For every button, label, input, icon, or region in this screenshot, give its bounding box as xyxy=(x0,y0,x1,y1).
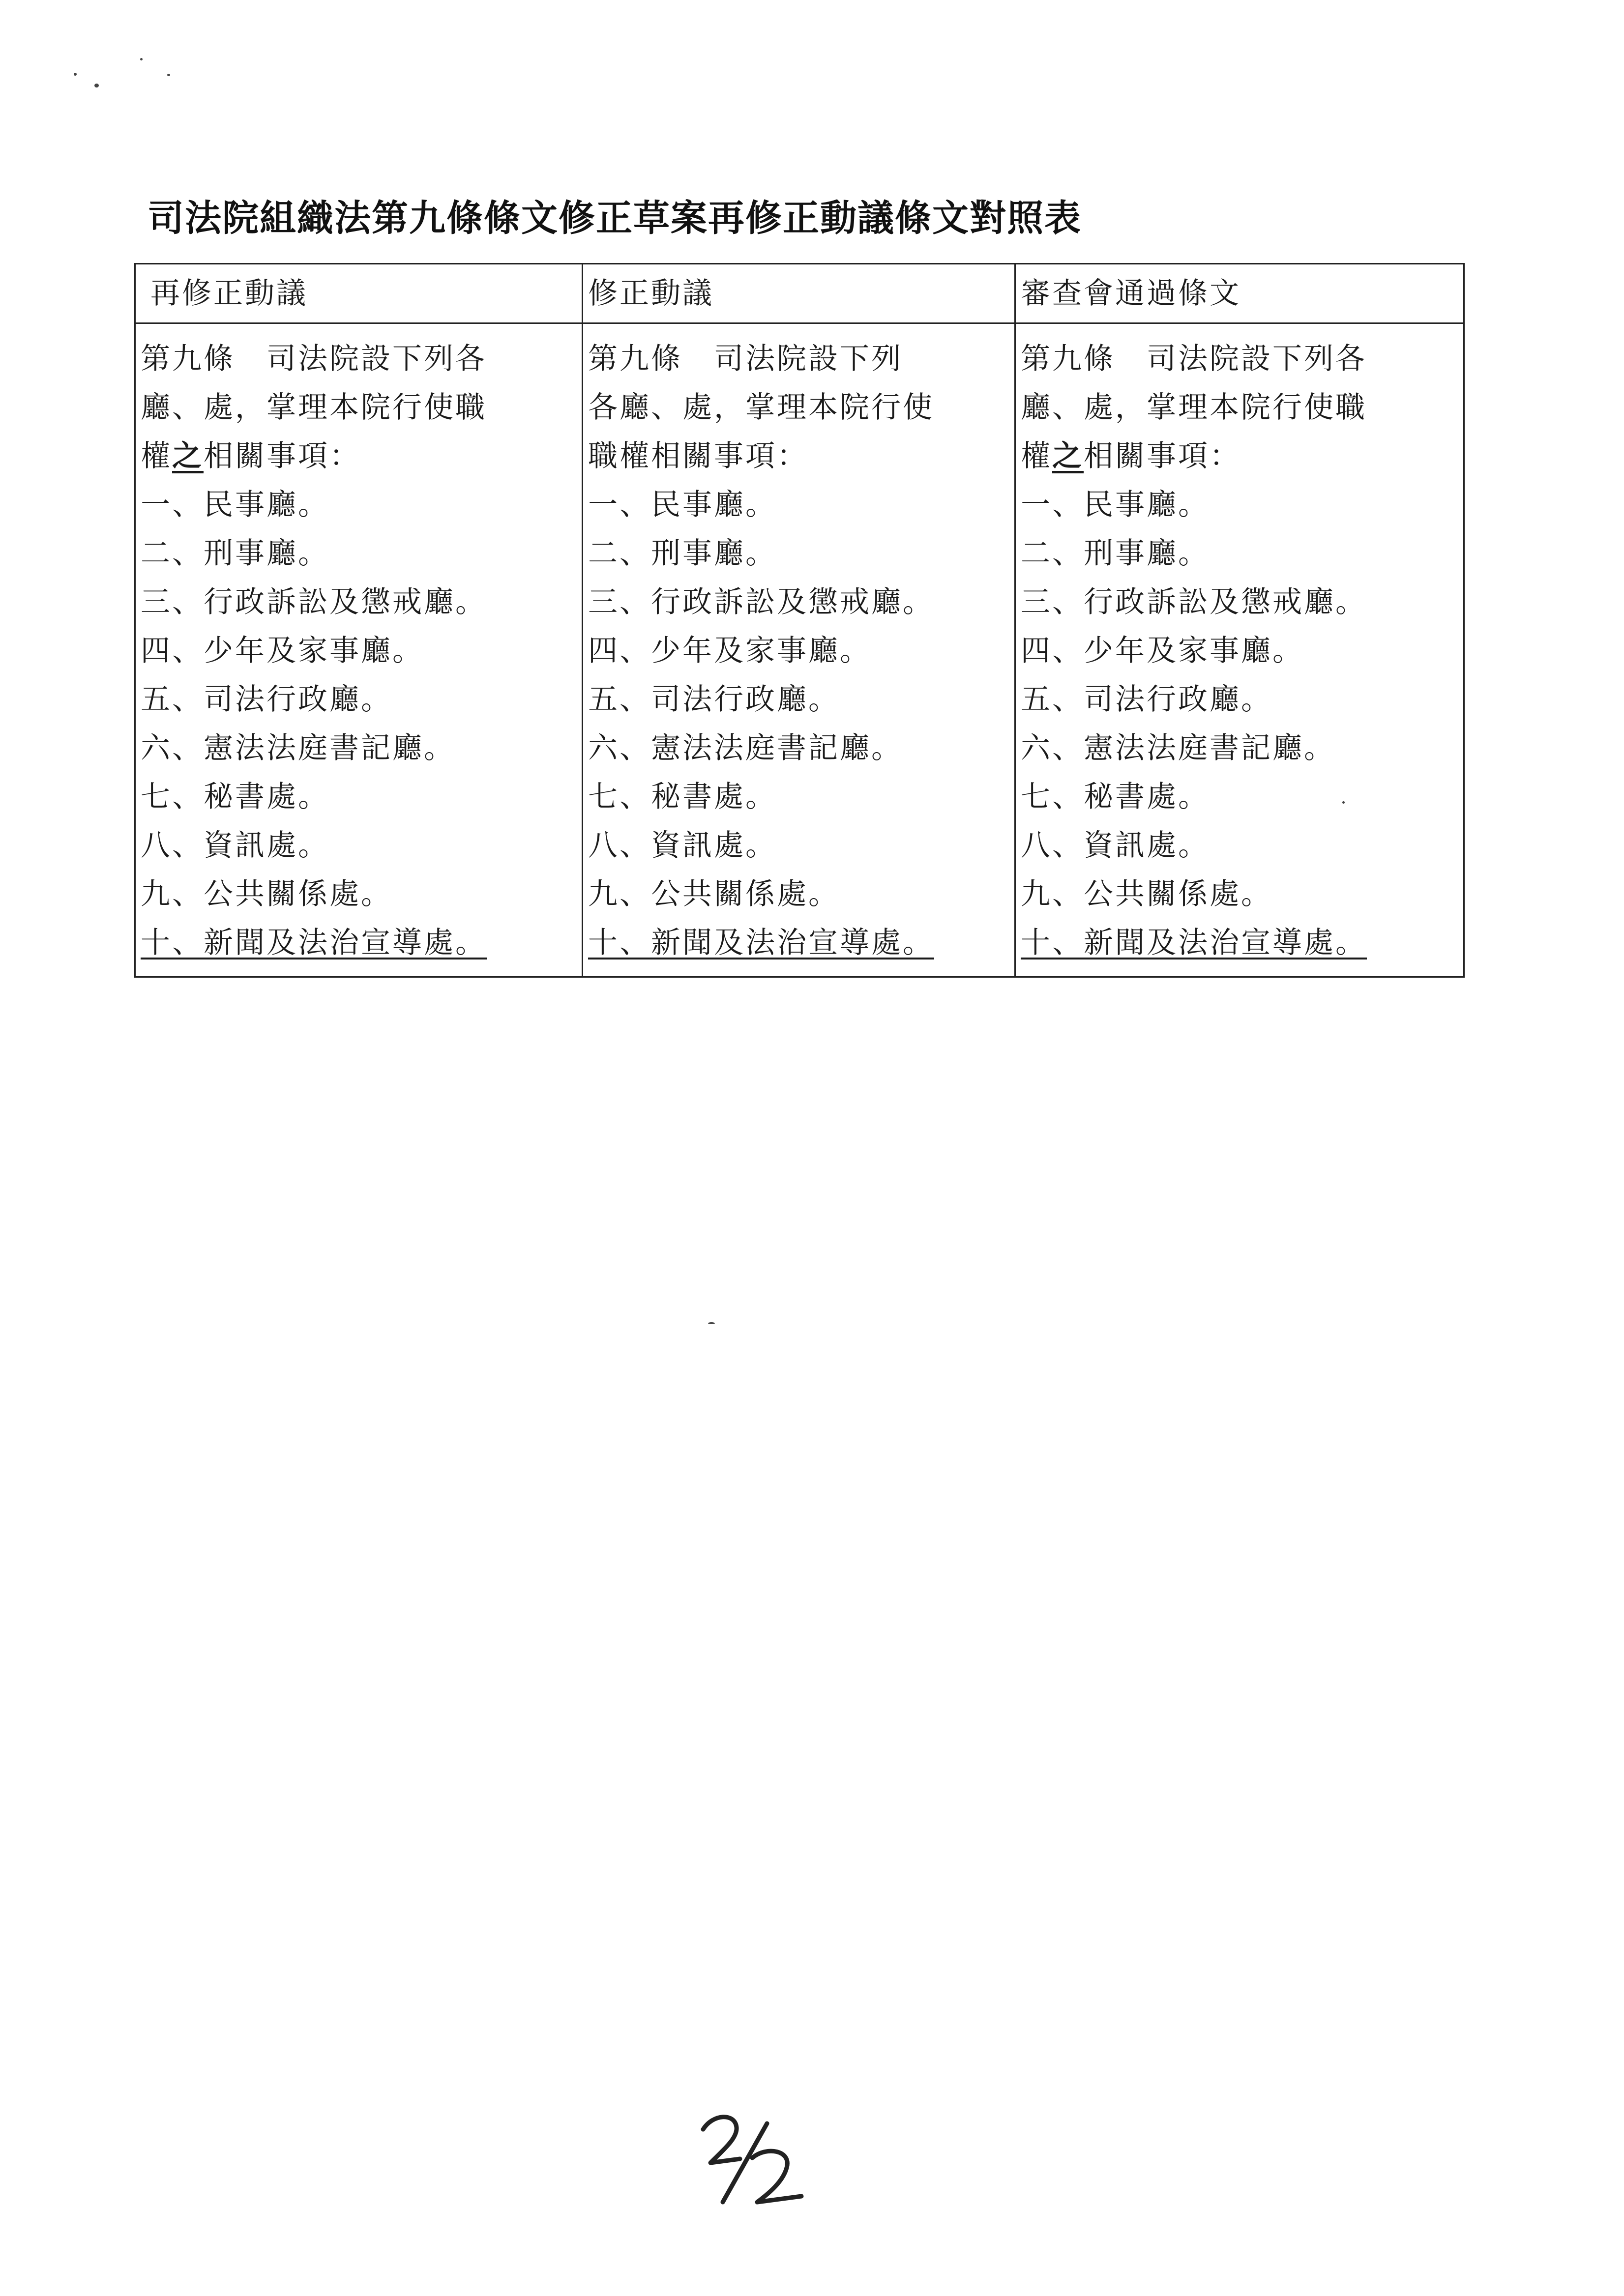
article-line-text: 六、憲法法庭書記廳。 xyxy=(1021,731,1335,765)
header-cell-committee-text xyxy=(1015,264,1464,323)
article-line-text: 十、新聞及法治宣導處。 xyxy=(588,926,934,960)
header-cell-revised-motion xyxy=(135,264,583,323)
article-line-text: 第九條 司法院設下列 xyxy=(588,342,903,376)
article-line xyxy=(588,529,1014,578)
article-line xyxy=(141,481,582,529)
table-header-row xyxy=(135,264,1464,323)
article-line xyxy=(1021,773,1463,821)
article-line-text: 五、司法行政廳。 xyxy=(588,682,840,717)
article-line xyxy=(141,627,582,675)
article-line-text: 九、公共關係處。 xyxy=(141,877,392,911)
article-line-text: 三、行政訴訟及懲戒廳。 xyxy=(588,585,934,619)
article-text-committee xyxy=(1015,323,1464,977)
comparison-table xyxy=(134,263,1465,978)
article-line-text: 廳、處，掌理本院行使職 xyxy=(1021,390,1367,425)
scan-speck xyxy=(94,84,99,87)
article-line-text: 四、少年及家事廳。 xyxy=(588,634,871,668)
article-line-text: 八、資訊處。 xyxy=(141,828,329,863)
article-line xyxy=(141,724,582,773)
article-line-text: 八、資訊處。 xyxy=(588,828,777,863)
article-text-amendment-motion xyxy=(583,323,1015,977)
article-line xyxy=(1021,870,1463,919)
scan-speck xyxy=(708,1322,715,1324)
article-line xyxy=(588,383,1014,432)
article-line xyxy=(1021,578,1463,627)
article-line xyxy=(588,919,1014,967)
article-line xyxy=(1021,821,1463,870)
article-line xyxy=(1021,335,1463,383)
article-line xyxy=(141,919,582,967)
article-line-text: 九、公共關係處。 xyxy=(588,877,840,911)
article-line-text: 第九條 司法院設下列各 xyxy=(141,342,487,376)
article-line xyxy=(588,432,1014,481)
article-line-text: 之 xyxy=(172,439,204,473)
article-line xyxy=(141,432,582,481)
article-line-text: 七、秘書處。 xyxy=(141,780,329,814)
article-line-text: 之 xyxy=(1052,439,1084,473)
article-line xyxy=(588,870,1014,919)
article-line-text: 各廳、處，掌理本院行使 xyxy=(588,390,934,425)
article-line-text: 九、公共關係處。 xyxy=(1021,877,1272,911)
article-line-text: 一、民事廳。 xyxy=(141,488,329,522)
article-line-text: 八、資訊處。 xyxy=(1021,828,1210,863)
article-line-text: 五、司法行政廳。 xyxy=(141,682,392,717)
article-line-text: 相關事項： xyxy=(1084,439,1241,473)
article-line xyxy=(141,821,582,870)
article-line-text: 七、秘書處。 xyxy=(1021,780,1210,814)
article-line xyxy=(588,627,1014,675)
article-line-text: 二、刑事廳。 xyxy=(141,536,329,571)
article-line xyxy=(1021,627,1463,675)
handwritten-page-number xyxy=(693,2104,811,2212)
header-label: 再修正動議 xyxy=(150,276,308,311)
table-body-row xyxy=(135,323,1464,977)
article-line xyxy=(588,724,1014,773)
article-line xyxy=(588,335,1014,383)
article-line-text: 一、民事廳。 xyxy=(588,488,777,522)
header-label: 修正動議 xyxy=(588,276,714,311)
article-line-text: 相關事項： xyxy=(204,439,361,473)
article-line-text: 四、少年及家事廳。 xyxy=(141,634,424,668)
scan-speck xyxy=(74,73,77,76)
article-text-revised-motion xyxy=(135,323,583,977)
scan-speck xyxy=(140,58,143,60)
article-line-text: 二、刑事廳。 xyxy=(588,536,777,571)
article-line-text: 職權相關事項： xyxy=(588,439,808,473)
article-line xyxy=(141,335,582,383)
article-line-text: 三、行政訴訟及懲戒廳。 xyxy=(141,585,487,619)
article-line xyxy=(1021,481,1463,529)
article-line-text: 權 xyxy=(141,439,172,473)
scan-speck xyxy=(167,74,170,76)
article-line xyxy=(1021,724,1463,773)
article-line-text: 四、少年及家事廳。 xyxy=(1021,634,1304,668)
article-line xyxy=(1021,529,1463,578)
article-line xyxy=(588,481,1014,529)
article-line-text: 六、憲法法庭書記廳。 xyxy=(588,731,903,765)
article-line xyxy=(1021,383,1463,432)
article-line xyxy=(141,578,582,627)
header-cell-amendment-motion xyxy=(583,264,1015,323)
article-line-text: 十、新聞及法治宣導處。 xyxy=(1021,926,1367,960)
article-line xyxy=(141,383,582,432)
article-line xyxy=(588,675,1014,724)
article-line-text: 廳、處，掌理本院行使職 xyxy=(141,390,487,425)
article-line-text: 十、新聞及法治宣導處。 xyxy=(141,926,487,960)
article-line-text: 七、秘書處。 xyxy=(588,780,777,814)
article-line xyxy=(141,675,582,724)
article-line-text: 五、司法行政廳。 xyxy=(1021,682,1272,717)
article-line xyxy=(1021,432,1463,481)
article-line xyxy=(588,821,1014,870)
article-line xyxy=(141,870,582,919)
article-line xyxy=(1021,919,1463,967)
article-line-text: 權 xyxy=(1021,439,1052,473)
article-line xyxy=(1021,675,1463,724)
article-line xyxy=(588,773,1014,821)
article-line-text: 六、憲法法庭書記廳。 xyxy=(141,731,455,765)
document-title: 司法院組織法第九條條文修正草案再修正動議條文對照表 xyxy=(148,197,1082,239)
header-label: 審查會通過條文 xyxy=(1021,276,1241,311)
article-line xyxy=(141,529,582,578)
article-line xyxy=(588,578,1014,627)
article-line-text: 一、民事廳。 xyxy=(1021,488,1210,522)
article-line-text: 第九條 司法院設下列各 xyxy=(1021,342,1367,376)
article-line-text: 二、刑事廳。 xyxy=(1021,536,1210,571)
article-line-text: 三、行政訴訟及懲戒廳。 xyxy=(1021,585,1367,619)
article-line xyxy=(141,773,582,821)
